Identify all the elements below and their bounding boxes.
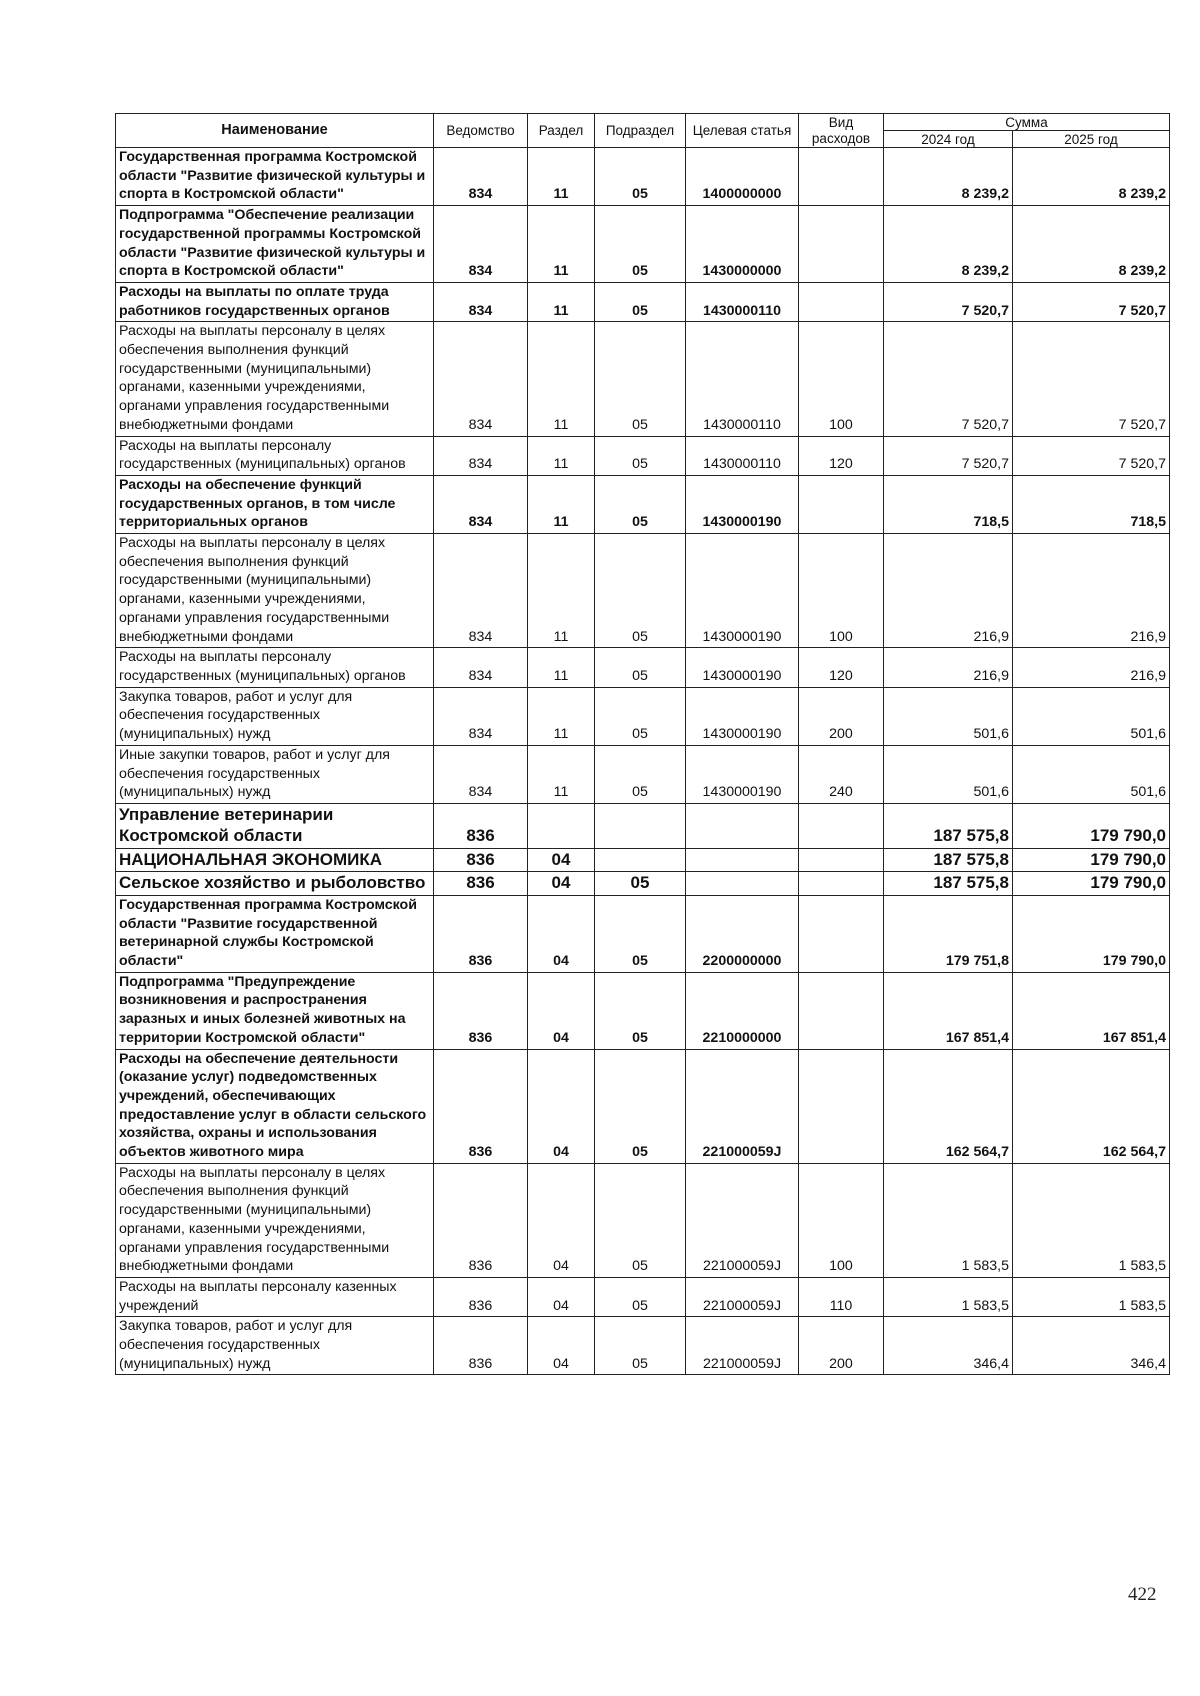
page-number: 422 (1128, 1584, 1157, 1605)
table-row (116, 1317, 1170, 1375)
cell-department: 834 (434, 282, 528, 321)
header-section: Раздел (528, 114, 595, 148)
cell-target: 1430000190 (686, 475, 799, 533)
cell-sum-2025: 7 520,7 (1013, 322, 1170, 436)
cell-target: 1430000190 (686, 648, 799, 687)
cell-department: 834 (434, 322, 528, 436)
cell-subsection (595, 803, 686, 848)
cell-expense-type: 100 (799, 322, 884, 436)
cell-target: 1430000110 (686, 282, 799, 321)
cell-expense-type: 120 (799, 648, 884, 687)
cell-department: 834 (434, 745, 528, 803)
cell-name: НАЦИОНАЛЬНАЯ ЭКОНОМИКА (116, 848, 434, 872)
cell-subsection: 05 (595, 436, 686, 475)
cell-subsection: 05 (595, 1163, 686, 1277)
table-row (116, 282, 1170, 321)
cell-department: 836 (434, 848, 528, 872)
table-row (116, 648, 1170, 687)
cell-subsection: 05 (595, 745, 686, 803)
cell-subsection: 05 (595, 148, 686, 206)
cell-expense-type (799, 1049, 884, 1163)
cell-sum-2025: 179 790,0 (1013, 895, 1170, 972)
header-department: Ведомство (434, 114, 528, 148)
cell-expense-type (799, 282, 884, 321)
cell-department: 834 (434, 534, 528, 648)
cell-name: Закупка товаров, работ и услуг для обеспечения государственных (муниципальных) нужд (116, 687, 434, 745)
cell-expense-type: 240 (799, 745, 884, 803)
cell-target: 221000059J (686, 1163, 799, 1277)
cell-name: Сельское хозяйство и рыболовство (116, 872, 434, 896)
cell-sum-2025: 179 790,0 (1013, 872, 1170, 896)
cell-department: 834 (434, 206, 528, 283)
cell-sum-2024: 216,9 (884, 534, 1013, 648)
cell-target: 1430000110 (686, 322, 799, 436)
cell-section (528, 803, 595, 848)
cell-sum-2024: 216,9 (884, 648, 1013, 687)
cell-sum-2024: 501,6 (884, 745, 1013, 803)
cell-expense-type: 110 (799, 1277, 884, 1316)
cell-expense-type (799, 148, 884, 206)
cell-department: 836 (434, 872, 528, 896)
cell-expense-type (799, 895, 884, 972)
cell-sum-2024: 187 575,8 (884, 848, 1013, 872)
cell-subsection: 05 (595, 282, 686, 321)
cell-name: Государственная программа Костромской области "Развитие физической культуры и спорта в Костромской области" (116, 148, 434, 206)
header-sum: Сумма (884, 114, 1170, 131)
cell-target: 221000059J (686, 1049, 799, 1163)
cell-name: Управление ветеринарии Костромской области (116, 803, 434, 848)
cell-expense-type (799, 848, 884, 872)
header-target: Целевая статья (686, 114, 799, 148)
cell-name: Подпрограмма "Предупреждение возникновения и распространения заразных и иных болезней животных на территории Костромской области" (116, 972, 434, 1049)
cell-expense-type: 120 (799, 436, 884, 475)
cell-sum-2024: 1 583,5 (884, 1163, 1013, 1277)
cell-section: 11 (528, 282, 595, 321)
cell-department: 836 (434, 1277, 528, 1316)
cell-expense-type (799, 872, 884, 896)
cell-name: Расходы на выплаты персоналу в целях обеспечения выполнения функций государственными (муниципальными) органами, казенными учреждениями, органами управления государственными внебюджетными фондами (116, 322, 434, 436)
cell-sum-2025: 501,6 (1013, 745, 1170, 803)
cell-department: 836 (434, 1163, 528, 1277)
cell-section: 04 (528, 1317, 595, 1375)
cell-target (686, 803, 799, 848)
cell-name: Расходы на обеспечение деятельности (оказание услуг) подведомственных учреждений, обеспечивающих предоставление услуг в области сельского хозяйства, охраны и использования объектов животного мира (116, 1049, 434, 1163)
cell-sum-2024: 7 520,7 (884, 282, 1013, 321)
table-row (116, 1049, 1170, 1163)
cell-section: 04 (528, 872, 595, 896)
cell-sum-2024: 162 564,7 (884, 1049, 1013, 1163)
table-row (116, 436, 1170, 475)
header-name: Наименование (116, 114, 434, 148)
cell-subsection: 05 (595, 648, 686, 687)
cell-sum-2025: 718,5 (1013, 475, 1170, 533)
cell-department: 836 (434, 1317, 528, 1375)
cell-subsection (595, 848, 686, 872)
cell-expense-type (799, 206, 884, 283)
cell-sum-2025: 179 790,0 (1013, 848, 1170, 872)
cell-department: 836 (434, 1049, 528, 1163)
cell-name: Подпрограмма "Обеспечение реализации государственной программы Костромской области "Развитие физической культуры и спорта в Костромской области" (116, 206, 434, 283)
cell-name: Расходы на выплаты персоналу казенных учреждений (116, 1277, 434, 1316)
cell-subsection: 05 (595, 534, 686, 648)
cell-department: 836 (434, 895, 528, 972)
cell-sum-2024: 501,6 (884, 687, 1013, 745)
cell-sum-2025: 501,6 (1013, 687, 1170, 745)
cell-section: 04 (528, 895, 595, 972)
cell-name: Расходы на выплаты персоналу в целях обеспечения выполнения функций государственными (муниципальными) органами, казенными учреждениями, органами управления государственными внебюджетными фондами (116, 534, 434, 648)
cell-target: 2200000000 (686, 895, 799, 972)
cell-subsection: 05 (595, 322, 686, 436)
cell-sum-2025: 167 851,4 (1013, 972, 1170, 1049)
cell-sum-2025: 162 564,7 (1013, 1049, 1170, 1163)
table-row (116, 745, 1170, 803)
cell-expense-type: 200 (799, 1317, 884, 1375)
cell-target: 221000059J (686, 1317, 799, 1375)
cell-subsection: 05 (595, 1049, 686, 1163)
cell-target: 1430000110 (686, 436, 799, 475)
cell-target: 1430000190 (686, 534, 799, 648)
cell-section: 04 (528, 848, 595, 872)
table-row (116, 895, 1170, 972)
cell-sum-2024: 187 575,8 (884, 803, 1013, 848)
cell-sum-2025: 216,9 (1013, 648, 1170, 687)
table-row (116, 475, 1170, 533)
cell-section: 11 (528, 534, 595, 648)
cell-section: 11 (528, 436, 595, 475)
cell-department: 836 (434, 972, 528, 1049)
cell-sum-2025: 7 520,7 (1013, 282, 1170, 321)
table-header (116, 114, 1170, 148)
cell-name: Государственная программа Костромской области "Развитие государственной ветеринарной службы Костромской области" (116, 895, 434, 972)
cell-expense-type: 100 (799, 1163, 884, 1277)
cell-department: 834 (434, 148, 528, 206)
cell-sum-2024: 167 851,4 (884, 972, 1013, 1049)
cell-subsection: 05 (595, 1317, 686, 1375)
cell-target: 1430000000 (686, 206, 799, 283)
cell-section: 11 (528, 206, 595, 283)
table-body (116, 148, 1170, 1375)
cell-sum-2025: 216,9 (1013, 534, 1170, 648)
cell-target (686, 872, 799, 896)
cell-sum-2024: 8 239,2 (884, 206, 1013, 283)
cell-name: Иные закупки товаров, работ и услуг для обеспечения государственных (муниципальных) нужд (116, 745, 434, 803)
cell-subsection: 05 (595, 1277, 686, 1316)
cell-subsection: 05 (595, 475, 686, 533)
cell-sum-2024: 1 583,5 (884, 1277, 1013, 1316)
header-expense-type: Вид расходов (799, 114, 884, 148)
header-subsection: Подраздел (595, 114, 686, 148)
table-row (116, 534, 1170, 648)
cell-target: 1430000190 (686, 687, 799, 745)
cell-name: Расходы на выплаты персоналу в целях обеспечения выполнения функций государственными (муниципальными) органами, казенными учреждениями, органами управления государственными внебюджетными фондами (116, 1163, 434, 1277)
cell-name: Расходы на выплаты персоналу государственных (муниципальных) органов (116, 648, 434, 687)
budget-table (115, 113, 1170, 1375)
table-row (116, 1163, 1170, 1277)
header-year-2024: 2024 год (884, 131, 1013, 148)
cell-target: 1430000190 (686, 745, 799, 803)
table-row (116, 872, 1170, 896)
cell-department: 834 (434, 475, 528, 533)
cell-department: 834 (434, 687, 528, 745)
table-row (116, 848, 1170, 872)
cell-subsection: 05 (595, 895, 686, 972)
cell-subsection: 05 (595, 972, 686, 1049)
table-row (116, 803, 1170, 848)
cell-sum-2025: 7 520,7 (1013, 436, 1170, 475)
cell-target: 1400000000 (686, 148, 799, 206)
cell-sum-2024: 179 751,8 (884, 895, 1013, 972)
cell-sum-2025: 8 239,2 (1013, 206, 1170, 283)
cell-section: 11 (528, 322, 595, 436)
cell-expense-type (799, 803, 884, 848)
cell-section: 11 (528, 648, 595, 687)
cell-sum-2025: 179 790,0 (1013, 803, 1170, 848)
cell-name: Закупка товаров, работ и услуг для обеспечения государственных (муниципальных) нужд (116, 1317, 434, 1375)
cell-section: 11 (528, 745, 595, 803)
cell-sum-2025: 346,4 (1013, 1317, 1170, 1375)
table-row (116, 972, 1170, 1049)
table-row (116, 322, 1170, 436)
cell-expense-type (799, 475, 884, 533)
cell-section: 04 (528, 972, 595, 1049)
cell-name: Расходы на обеспечение функций государственных органов, в том числе территориальных органов (116, 475, 434, 533)
cell-section: 04 (528, 1163, 595, 1277)
cell-expense-type: 100 (799, 534, 884, 648)
cell-sum-2024: 187 575,8 (884, 872, 1013, 896)
cell-section: 04 (528, 1277, 595, 1316)
cell-sum-2024: 7 520,7 (884, 436, 1013, 475)
cell-department: 836 (434, 803, 528, 848)
cell-name: Расходы на выплаты персоналу государственных (муниципальных) органов (116, 436, 434, 475)
cell-sum-2025: 8 239,2 (1013, 148, 1170, 206)
cell-subsection: 05 (595, 206, 686, 283)
cell-target (686, 848, 799, 872)
cell-sum-2025: 1 583,5 (1013, 1277, 1170, 1316)
cell-sum-2024: 346,4 (884, 1317, 1013, 1375)
cell-section: 11 (528, 148, 595, 206)
cell-sum-2024: 718,5 (884, 475, 1013, 533)
cell-name: Расходы на выплаты по оплате труда работников государственных органов (116, 282, 434, 321)
cell-expense-type: 200 (799, 687, 884, 745)
cell-sum-2024: 7 520,7 (884, 322, 1013, 436)
cell-sum-2024: 8 239,2 (884, 148, 1013, 206)
cell-section: 11 (528, 687, 595, 745)
table-row (116, 148, 1170, 206)
cell-subsection: 05 (595, 687, 686, 745)
cell-expense-type (799, 972, 884, 1049)
table-row (116, 687, 1170, 745)
cell-department: 834 (434, 648, 528, 687)
cell-department: 834 (434, 436, 528, 475)
table-row (116, 206, 1170, 283)
cell-section: 11 (528, 475, 595, 533)
cell-target: 2210000000 (686, 972, 799, 1049)
table-row (116, 1277, 1170, 1316)
cell-target: 221000059J (686, 1277, 799, 1316)
cell-sum-2025: 1 583,5 (1013, 1163, 1170, 1277)
cell-section: 04 (528, 1049, 595, 1163)
header-year-2025: 2025 год (1013, 131, 1170, 148)
cell-subsection: 05 (595, 872, 686, 896)
